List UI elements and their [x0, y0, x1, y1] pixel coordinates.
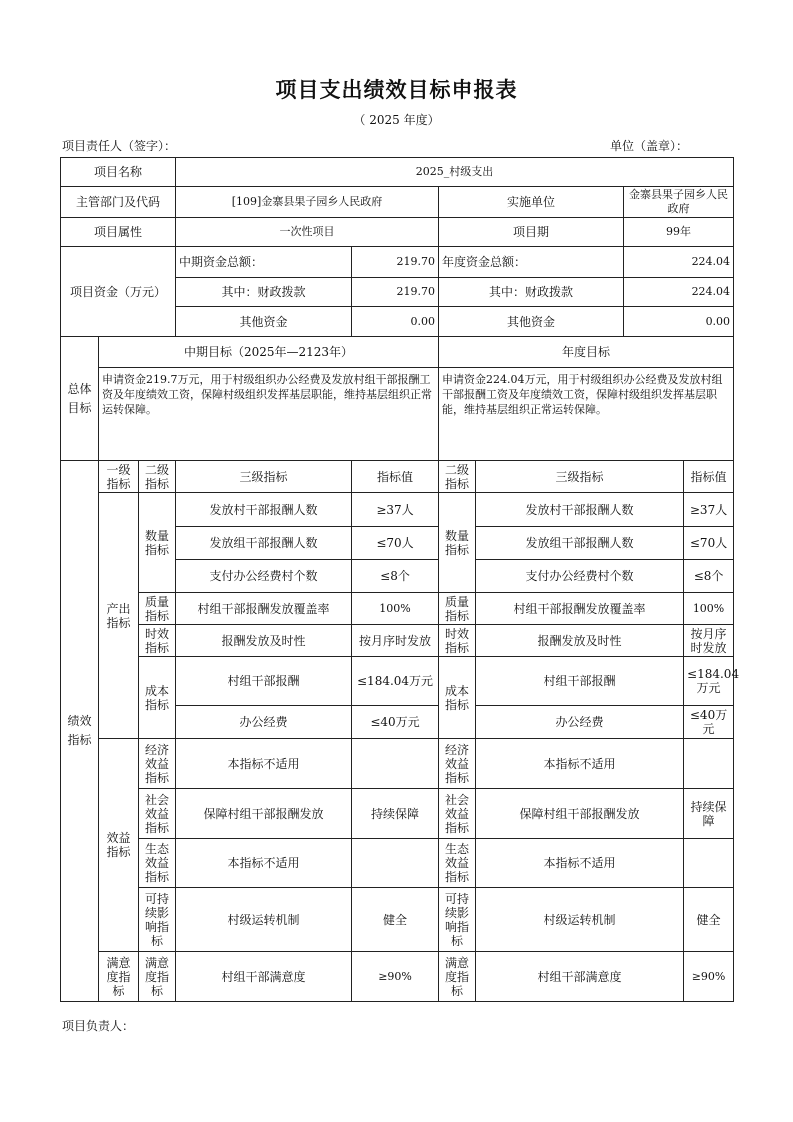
q1-name: 发放村干部报酬人数	[176, 493, 352, 527]
output-indicator-label: 产出指标	[99, 493, 139, 739]
year-fiscal-value: 224.04	[624, 278, 734, 307]
time-indicator-label: 时效指标	[139, 625, 176, 657]
period-label: 项目期	[439, 218, 624, 247]
s1-value: 持续保障	[352, 789, 439, 839]
c2-name: 办公经费	[176, 706, 352, 739]
k1-value-year: 健全	[684, 888, 734, 952]
mid-other-value: 0.00	[352, 307, 439, 337]
c2-name-year: 办公经费	[476, 706, 684, 739]
time-indicator-label-year: 时效指标	[439, 625, 476, 657]
g1-name-year: 本指标不适用	[476, 839, 684, 888]
m1-name: 村组干部满意度	[176, 952, 352, 1002]
eco-indicator-label-year: 生态效益指标	[439, 839, 476, 888]
mid-other-label: 其他资金	[176, 307, 352, 337]
k1-name-year: 村级运转机制	[476, 888, 684, 952]
s1-value-year: 持续保障	[684, 789, 734, 839]
mid-fiscal-label: 其中：财政拨款	[176, 278, 352, 307]
c2-value-year: ≤40万元	[684, 706, 734, 739]
q3-value: ≤8个	[352, 560, 439, 593]
sustain-indicator-label-year: 可持续影响指标	[439, 888, 476, 952]
m1-name-year: 村组干部满意度	[476, 952, 684, 1002]
dept-value: [109]金寨县果子园乡人民政府	[176, 187, 439, 218]
g1-value-year	[684, 839, 734, 888]
project-name-label: 项目名称	[61, 158, 176, 187]
g1-name: 本指标不适用	[176, 839, 352, 888]
qa1-name-year: 村组干部报酬发放覆盖率	[476, 593, 684, 625]
performance-form-table	[60, 157, 740, 1002]
period-value: 99年	[624, 218, 734, 247]
level1-header: 一级指标	[99, 461, 139, 493]
t1-name: 报酬发放及时性	[176, 625, 352, 657]
q3-name-year: 支付办公经费村个数	[476, 560, 684, 593]
e1-value-year	[684, 739, 734, 789]
mid-goal-header: 中期目标（2025年—2123年）	[99, 337, 439, 368]
year-other-label: 其他资金	[439, 307, 624, 337]
e1-name: 本指标不适用	[176, 739, 352, 789]
k1-value: 健全	[352, 888, 439, 952]
c2-value: ≤40万元	[352, 706, 439, 739]
year-other-value: 0.00	[624, 307, 734, 337]
perf-indicator-label: 绩效指标	[61, 461, 99, 1002]
c1-value: ≤184.04万元	[352, 657, 439, 706]
c1-name: 村组干部报酬	[176, 657, 352, 706]
overall-goal-label: 总体目标	[61, 337, 99, 461]
mid-total-label: 中期资金总额：	[176, 247, 352, 278]
level3-header-year: 三级指标	[476, 461, 684, 493]
sustain-indicator-label: 可持续影响指标	[139, 888, 176, 952]
attr-value: 一次性项目	[176, 218, 439, 247]
level2-header-year: 二级指标	[439, 461, 476, 493]
q3-value-year: ≤8个	[684, 560, 734, 593]
level3-header: 三级指标	[176, 461, 352, 493]
value-header: 指标值	[352, 461, 439, 493]
benefit-indicator-label: 效益指标	[99, 739, 139, 952]
s1-name: 保障村组干部报酬发放	[176, 789, 352, 839]
quality-indicator-label: 质量指标	[139, 593, 176, 625]
q2-name-year: 发放组干部报酬人数	[476, 527, 684, 560]
qa1-name: 村组干部报酬发放覆盖率	[176, 593, 352, 625]
qa1-value: 100%	[352, 593, 439, 625]
year-goal-header: 年度目标	[439, 337, 734, 368]
s1-name-year: 保障村组干部报酬发放	[476, 789, 684, 839]
satisfaction-l1-label: 满意度指标	[99, 952, 139, 1002]
mid-total-value: 219.70	[352, 247, 439, 278]
attr-label: 项目属性	[61, 218, 176, 247]
economic-indicator-label-year: 经济效益指标	[439, 739, 476, 789]
responsible-person-label: 项目责任人（签字）：	[62, 139, 177, 153]
mid-fiscal-value: 219.70	[352, 278, 439, 307]
impl-unit-value: 金寨县果子园乡人民政府	[624, 187, 734, 218]
q2-value-year: ≤70人	[684, 527, 734, 560]
quantity-indicator-label-year: 数量指标	[439, 493, 476, 593]
value-header-year: 指标值	[684, 461, 734, 493]
c1-value-year: ≤184.04万元	[684, 657, 734, 706]
t1-value: 按月序时发放	[352, 625, 439, 657]
year-line: （ 2025 年度）	[353, 113, 440, 127]
satisfaction-l2-label-year: 满意度指标	[439, 952, 476, 1002]
eco-indicator-label: 生态效益指标	[139, 839, 176, 888]
level2-header: 二级指标	[139, 461, 176, 493]
year-total-value: 224.04	[624, 247, 734, 278]
year-total-label: 年度资金总额：	[439, 247, 624, 278]
quality-indicator-label-year: 质量指标	[439, 593, 476, 625]
social-indicator-label-year: 社会效益指标	[439, 789, 476, 839]
project-leader-label: 项目负责人：	[62, 1019, 135, 1033]
funds-label: 项目资金（万元）	[61, 247, 176, 337]
k1-name: 村级运转机制	[176, 888, 352, 952]
dept-label: 主管部门及代码	[61, 187, 176, 218]
g1-value	[352, 839, 439, 888]
year-goal-text: 申请资金224.04万元，用于村级组织办公经费及发放村组干部报酬工资及年度绩效工资，保障村级组织发挥基层职能，维持基层组织正常运转保障。	[439, 368, 734, 461]
c1-name-year: 村组干部报酬	[476, 657, 684, 706]
social-indicator-label: 社会效益指标	[139, 789, 176, 839]
cost-indicator-label: 成本指标	[139, 657, 176, 739]
satisfaction-l2-label: 满意度指标	[139, 952, 176, 1002]
economic-indicator-label: 经济效益指标	[139, 739, 176, 789]
m1-value-year: ≥90%	[684, 952, 734, 1002]
year-fiscal-label: 其中：财政拨款	[439, 278, 624, 307]
t1-value-year: 按月序时发放	[684, 625, 734, 657]
q3-name: 支付办公经费村个数	[176, 560, 352, 593]
page-title: 项目支出绩效目标申报表	[275, 77, 518, 102]
impl-unit-label: 实施单位	[439, 187, 624, 218]
e1-name-year: 本指标不适用	[476, 739, 684, 789]
q1-value-year: ≥37人	[684, 493, 734, 527]
q1-name-year: 发放村干部报酬人数	[476, 493, 684, 527]
q2-name: 发放组干部报酬人数	[176, 527, 352, 560]
q1-value: ≥37人	[352, 493, 439, 527]
unit-seal-label: 单位（盖章）：	[610, 139, 689, 153]
qa1-value-year: 100%	[684, 593, 734, 625]
cost-indicator-label-year: 成本指标	[439, 657, 476, 739]
t1-name-year: 报酬发放及时性	[476, 625, 684, 657]
project-name-value: 2025_村级支出	[176, 158, 734, 187]
e1-value	[352, 739, 439, 789]
quantity-indicator-label: 数量指标	[139, 493, 176, 593]
mid-goal-text: 申请资金219.7万元，用于村级组织办公经费及发放村组干部报酬工资及年度绩效工资，保障村级组织发挥基层职能，维持基层组织正常运转保障。	[99, 368, 439, 461]
m1-value: ≥90%	[352, 952, 439, 1002]
q2-value: ≤70人	[352, 527, 439, 560]
